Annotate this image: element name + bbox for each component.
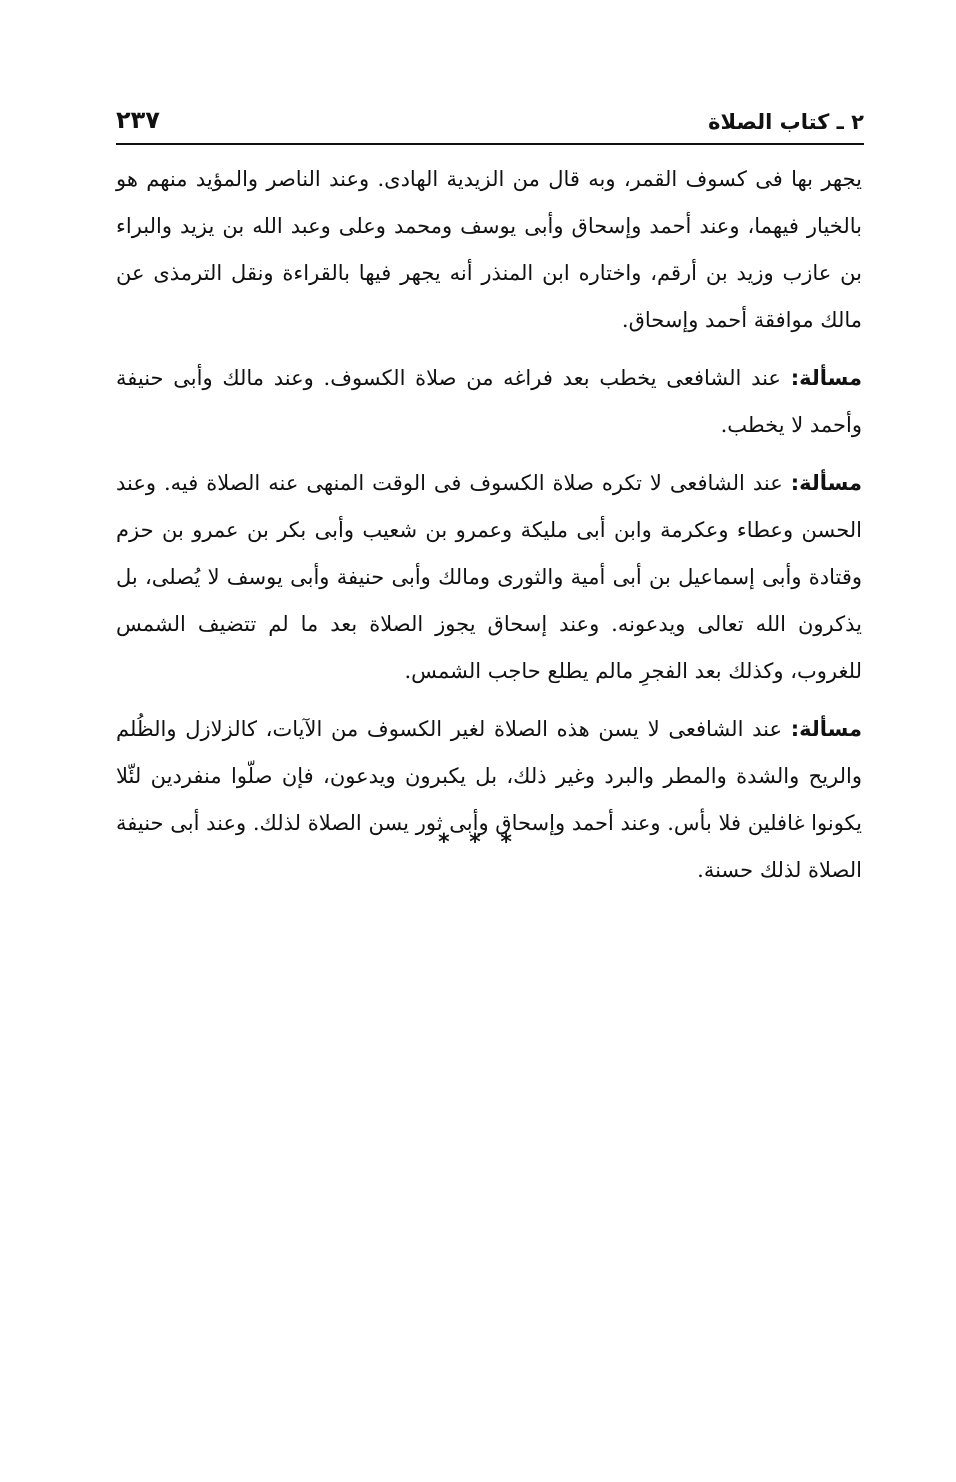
paragraph-text: يجهر بها فى كسوف القمر، وبه قال من الزيدية الهادى. وعند الناصر والمؤيد منهم هو بالخيار فيهما، وعند أحمد وإسحاق وأبى يوسف ومحمد وعلى وعبد الله بن يزيد والبراء بن عازب وزيد بن أرقم، واختاره ابن المنذر أنه يجهر فيها بالقراءة ونقل الترمذى عن مالك موافقة أحمد وإسحاق.	[116, 167, 862, 332]
paragraph-text: عند الشافعى لا يسن هذه الصلاة لغير الكسوف من الآيات، كالزلازل والظُلم والريح والشدة والمطر والبرد وغير ذلك، بل يكبرون ويدعون، فإن صلّوا منفردين لئّلا يكونوا غافلين فلا بأس. وعند أحمد وإسحاق وأبى ثور يسن الصلاة لذلك. وعند أبى حنيفة الصلاة لذلك حسنة.	[116, 717, 862, 882]
paragraph	[116, 706, 862, 894]
header-divider	[116, 143, 864, 145]
issue-term: مسألة:	[790, 717, 862, 741]
paragraph-text: عند الشافعى يخطب بعد فراغه من صلاة الكسوف. وعند مالك وأبى حنيفة وأحمد لا يخطب.	[116, 366, 862, 437]
paragraph	[116, 156, 862, 344]
page-number: ٢٣٧	[116, 106, 160, 134]
paragraph	[116, 355, 862, 449]
chapter-title: ٢ ـ كتاب الصلاة	[708, 110, 864, 134]
page-body	[116, 156, 862, 905]
issue-term: مسألة:	[790, 471, 862, 495]
paragraph	[116, 460, 862, 695]
section-separator: * * *	[438, 830, 518, 855]
paragraph-text: عند الشافعى لا تكره صلاة الكسوف فى الوقت المنهى عنه الصلاة فيه. وعند الحسن وعطاء وعكرمة وابن أبى مليكة وعمرو بن شعيب وأبى بكر بن عمرو بن حزم وقتادة وأبى إسماعيل بن أبى أمية والثورى ومالك وأبى حنيفة وأبى يوسف لا يُصلى، بل يذكرون الله تعالى ويدعونه. وعند إسحاق يجوز الصلاة بعد ما لم تتضيف الشمس للغروب، وكذلك بعد الفجرِ مالم يطلع حاجب الشمس.	[116, 471, 862, 683]
running-header	[116, 104, 864, 142]
issue-term: مسألة:	[790, 366, 862, 390]
